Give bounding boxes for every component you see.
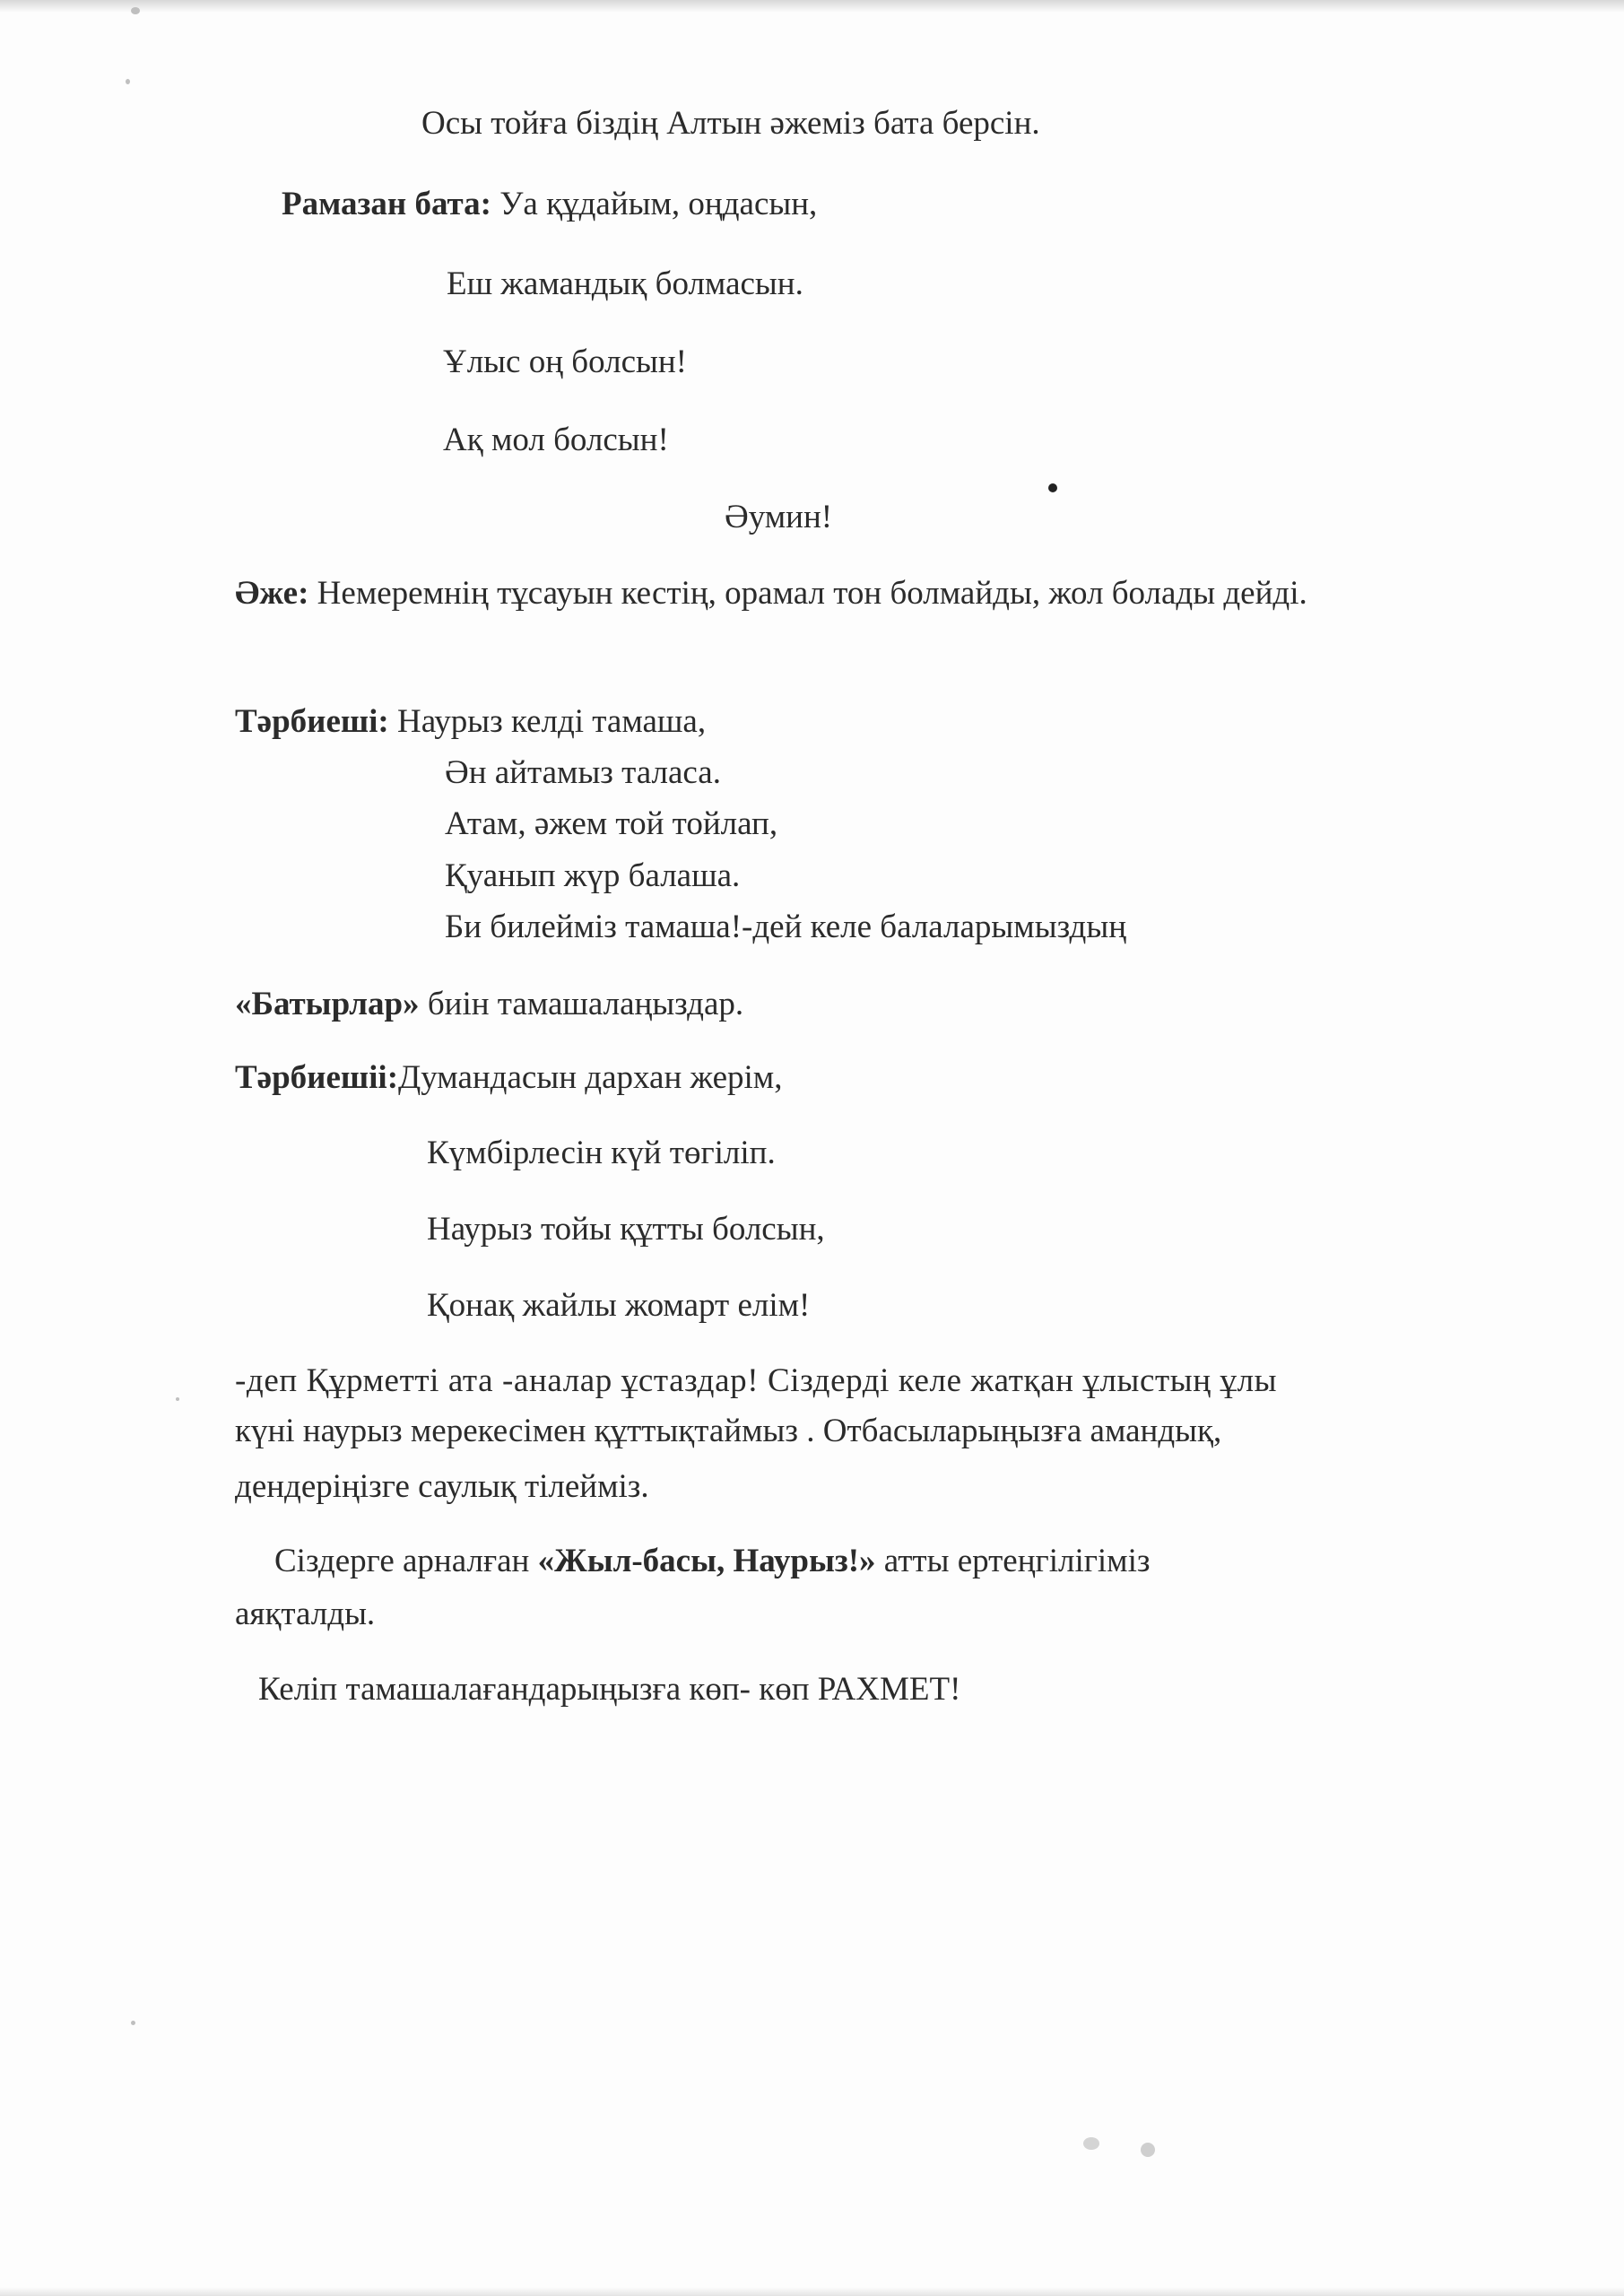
scan-speck [176,1397,179,1401]
line-12: Би билейміз тамаша!-дей келе балаларымыздың [445,909,1126,945]
scan-speck [126,79,130,84]
line-15: Күмбірлесін күй төгіліп. [427,1135,776,1171]
line-text: биін тамашалаңыздар. [419,986,744,1022]
line-3: Еш жамандық болмасын. [447,265,803,302]
line-10: Атам, әжем той тойлап, [445,805,778,842]
scan-speck [131,7,140,14]
line-18: -деп Құрметті ата -аналар ұстаздар! Сіздерді келе жатқан ұлыстың ұлы [235,1362,1278,1399]
event-title: «Жыл-басы, Наурыз!» [537,1543,876,1579]
line-text: Уа құдайым, оңдасын, [491,186,818,222]
line-text: Немеремнің тұсауын кестің, орамал тон болмайды, жол болады дейді. [308,575,1307,612]
line-ramazan-bata [282,185,817,224]
line-text: атты ертеңгілігіміз [875,1543,1151,1579]
scan-speck [131,2021,135,2025]
speaker-label: Тәрбиешіі: [235,1059,399,1096]
scan-smudge [1141,2143,1155,2157]
line-5: Ақ мол болсын! [443,422,669,458]
line-9: Ән айтамыз таласа. [445,754,721,791]
scan-smudge [1083,2137,1099,2150]
scan-edge-top [0,0,1624,13]
line-tarbieshi-2 [235,1058,782,1098]
line-text: Думандасын дархан жерім, [398,1059,783,1096]
line-text: Сіздерге арналған [274,1543,538,1579]
line-23: Келіп тамашалағандарыңызға көп- көп РАХМЕТ! [258,1671,961,1708]
line-21 [274,1542,1151,1581]
speaker-label: Рамазан бата: [282,186,491,222]
speaker-label: Тәрбиеші: [235,703,389,740]
line-text: Наурыз келді тамаша, [388,703,707,740]
line-tarbieshi-1 [235,702,706,742]
line-22: аяқталды. [235,1596,376,1632]
line-4: Ұлыс оң болсын! [443,344,687,380]
line-aje [235,574,1307,613]
line-1: Осы тойға біздің Алтын әжеміз бата берсін. [421,105,1040,142]
scan-edge-bottom [0,2287,1624,2296]
ink-dot [1048,483,1057,492]
speaker-label: Әже: [235,575,309,612]
line-6: Әумин! [725,499,833,535]
line-16: Наурыз тойы құтты болсын, [427,1211,825,1248]
line-20: дендеріңізге саулық тілейміз. [235,1468,649,1505]
line-17: Қонақ жайлы жомарт елім! [427,1287,811,1324]
line-11: Қуанып жүр балаша. [445,857,741,894]
line-batyrlar [235,985,743,1024]
dance-title: «Батырлар» [235,986,420,1022]
line-19: күні наурыз мерекесімен құттықтаймыз . Отбасыларыңызға амандық, [235,1413,1222,1449]
